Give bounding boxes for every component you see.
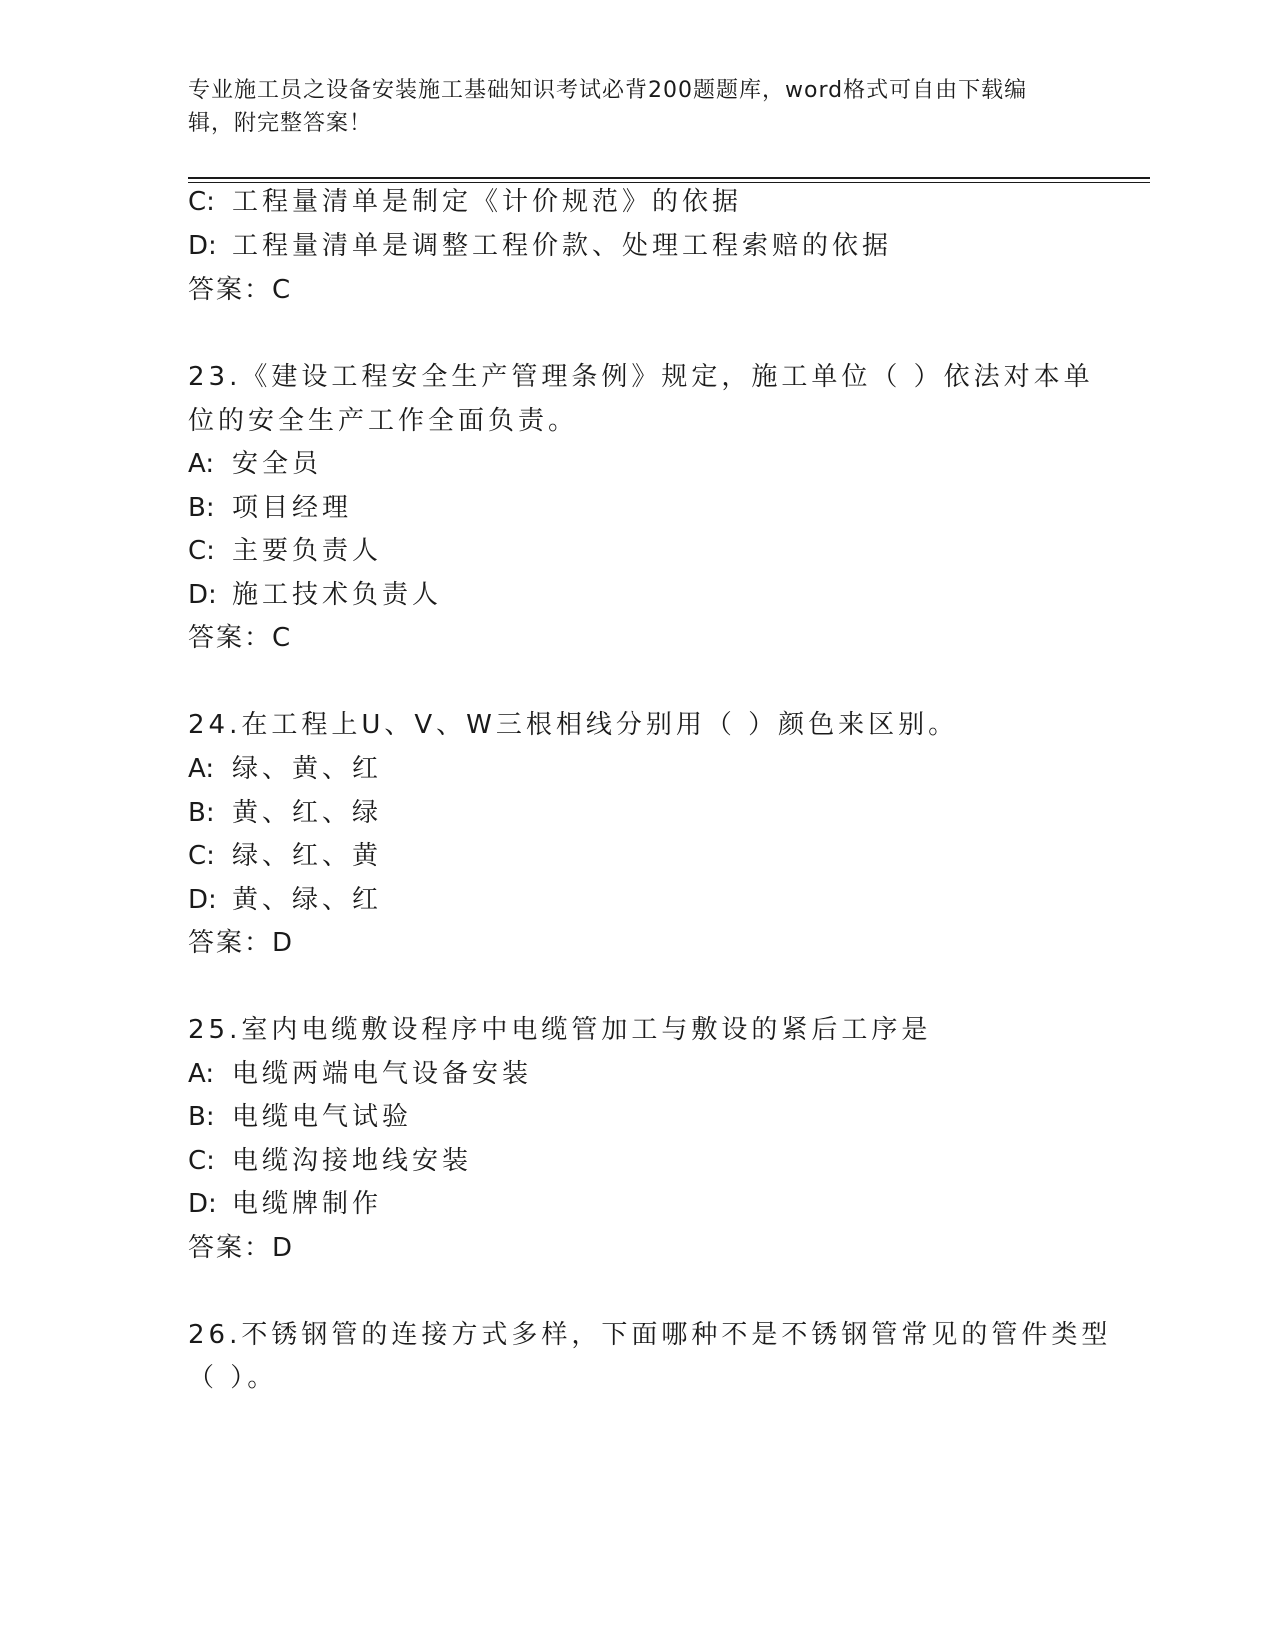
option-text: 施工技术负责人 bbox=[232, 580, 443, 610]
option-label: C: bbox=[188, 1146, 215, 1176]
q24-option-c bbox=[188, 840, 382, 872]
q23-option-a bbox=[188, 448, 322, 480]
q26-stem-line2: （ ）。 bbox=[188, 1363, 278, 1393]
q25-stem-line1: 25.室内电缆敷设程序中电缆管加工与敷设的紧后工序是 bbox=[188, 1015, 932, 1045]
option-text: 绿、黄、红 bbox=[232, 754, 383, 784]
q26-stem-line1: 26.不锈钢管的连接方式多样，下面哪种不是不锈钢管常见的管件类型 bbox=[188, 1320, 1112, 1350]
option-text: 电缆电气试验 bbox=[232, 1102, 413, 1132]
q25-option-a bbox=[188, 1058, 532, 1090]
answer-label: 答案： bbox=[188, 623, 273, 653]
option-label: D: bbox=[188, 231, 217, 261]
answer-value: D bbox=[272, 1233, 293, 1263]
option-text: 黄、绿、红 bbox=[232, 885, 383, 915]
option-text: 主要负责人 bbox=[232, 536, 383, 566]
prev-option-d bbox=[188, 230, 892, 262]
q24-option-b bbox=[188, 797, 382, 829]
option-text: 项目经理 bbox=[232, 493, 353, 523]
option-text: 工程量清单是调整工程价款、处理工程索赔的依据 bbox=[232, 231, 893, 261]
q24-option-d bbox=[188, 884, 382, 916]
q25-option-b bbox=[188, 1101, 412, 1133]
option-label: A: bbox=[188, 1059, 215, 1089]
answer-value: C bbox=[272, 275, 291, 305]
option-text: 电缆两端电气设备安装 bbox=[232, 1059, 533, 1089]
option-label: A: bbox=[188, 449, 215, 479]
q24-option-a bbox=[188, 753, 382, 785]
answer-value: D bbox=[272, 928, 293, 958]
option-text: 黄、红、绿 bbox=[232, 798, 383, 828]
answer-value: C bbox=[272, 623, 291, 653]
q25-answer bbox=[188, 1232, 292, 1264]
prev-option-c bbox=[188, 186, 742, 218]
option-text: 安全员 bbox=[232, 449, 323, 479]
answer-label: 答案： bbox=[188, 1233, 273, 1263]
q24-stem-line1: 24.在工程上U、V、W三根相线分别用（ ）颜色来区别。 bbox=[188, 710, 959, 740]
answer-label: 答案： bbox=[188, 275, 273, 305]
q23-option-d bbox=[188, 579, 442, 611]
header-divider-thin bbox=[188, 182, 1150, 183]
prev-answer bbox=[188, 274, 290, 306]
option-label: B: bbox=[188, 798, 215, 828]
option-text: 电缆牌制作 bbox=[232, 1189, 383, 1219]
option-text: 工程量清单是制定《计价规范》的依据 bbox=[232, 187, 743, 217]
q23-answer bbox=[188, 622, 290, 654]
option-label: D: bbox=[188, 1189, 217, 1219]
header-divider bbox=[188, 177, 1150, 179]
option-label: B: bbox=[188, 1102, 215, 1132]
option-text: 绿、红、黄 bbox=[232, 841, 383, 871]
q23-stem-line2: 位的安全生产工作全面负责。 bbox=[188, 406, 579, 436]
option-label: C: bbox=[188, 841, 215, 871]
q25-option-d bbox=[188, 1188, 382, 1220]
document-header: 专业施工员之设备安装施工基础知识考试必背200题题库，word格式可自由下载编辑，附完整答案！ bbox=[188, 78, 1028, 136]
q23-stem-line1: 23.《建设工程安全生产管理条例》规定，施工单位（ ）依法对本单 bbox=[188, 362, 1094, 392]
option-label: D: bbox=[188, 580, 217, 610]
q23-option-c bbox=[188, 535, 382, 567]
answer-label: 答案： bbox=[188, 928, 273, 958]
option-label: D: bbox=[188, 885, 217, 915]
option-label: A: bbox=[188, 754, 215, 784]
option-label: C: bbox=[188, 536, 215, 566]
q25-option-c bbox=[188, 1145, 472, 1177]
option-label: C: bbox=[188, 187, 215, 217]
option-label: B: bbox=[188, 493, 215, 523]
option-text: 电缆沟接地线安装 bbox=[232, 1146, 473, 1176]
q24-answer bbox=[188, 927, 292, 959]
q23-option-b bbox=[188, 492, 352, 524]
